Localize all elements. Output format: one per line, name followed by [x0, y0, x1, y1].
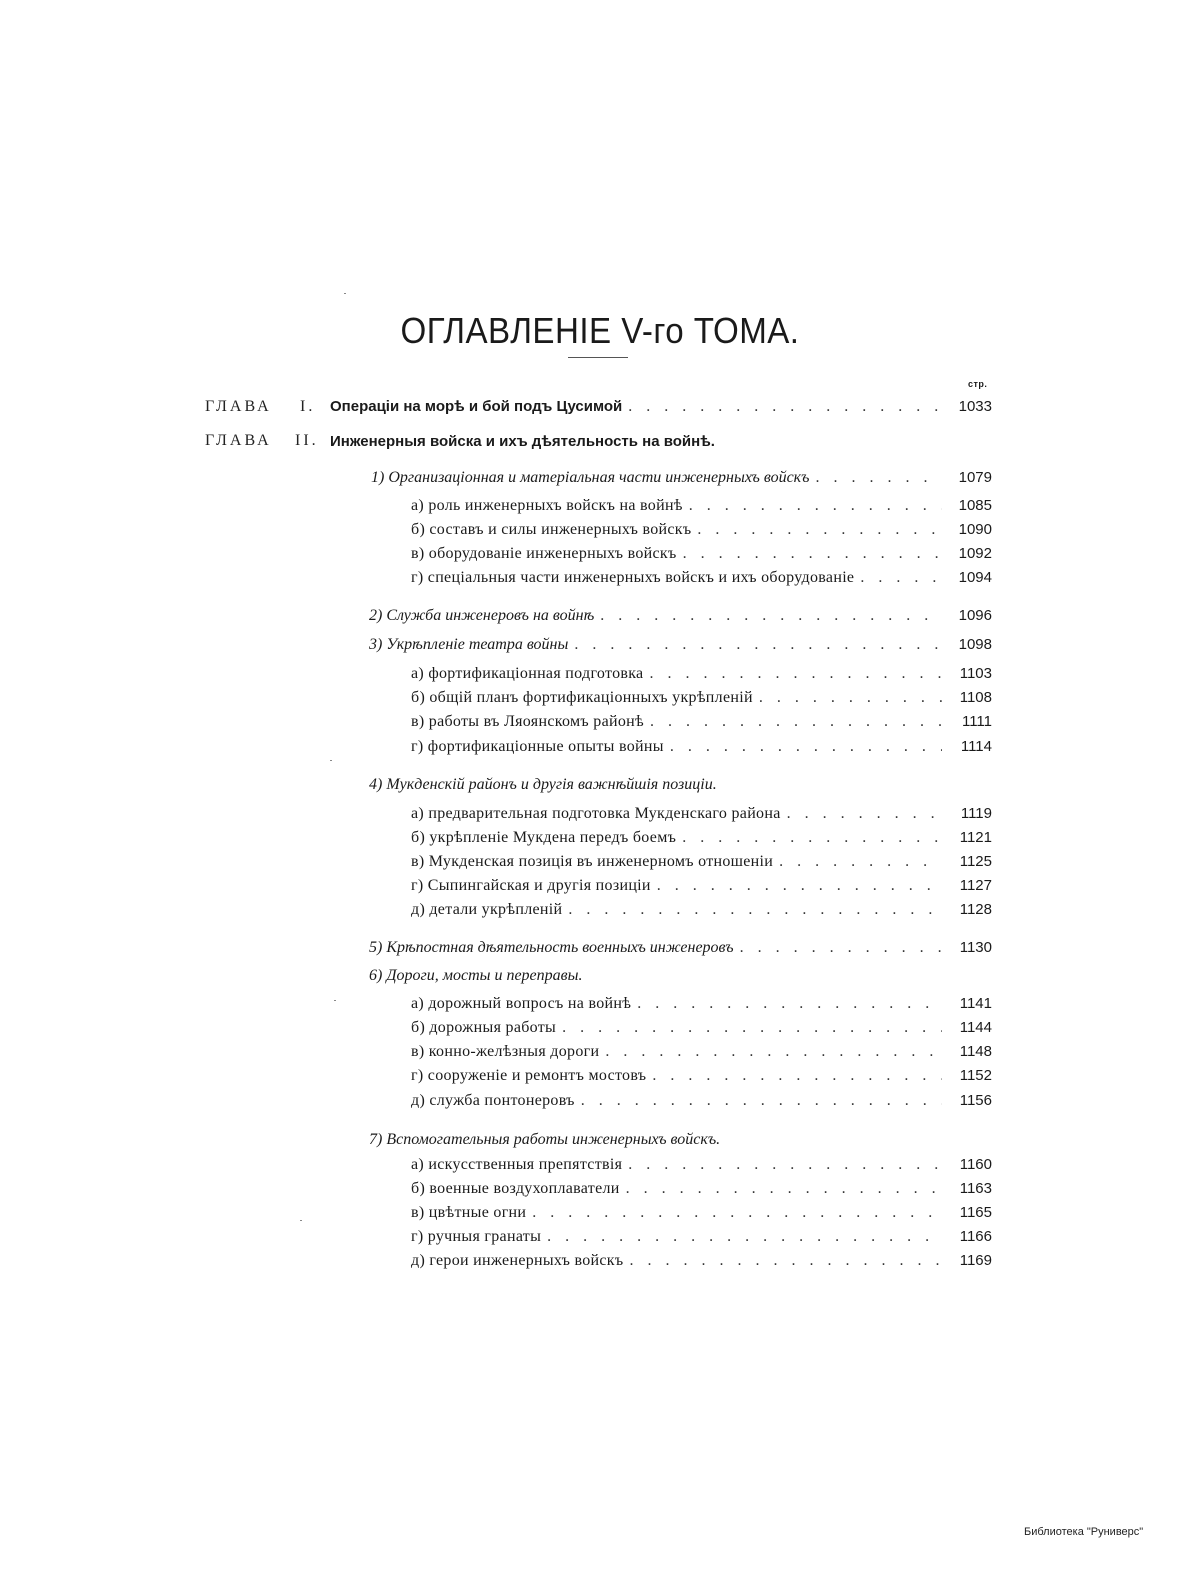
page-number: 1098	[958, 636, 992, 653]
dot-leader	[600, 607, 942, 625]
toc-section-label: 7) Вспомогательныя работы инженерныхъ войскъ.	[369, 1131, 721, 1148]
page-number: 1094	[958, 569, 992, 586]
toc-section[interactable]	[369, 1131, 992, 1153]
toc-entry-chapter-1[interactable]	[330, 398, 992, 420]
toc-subsection[interactable]	[411, 689, 992, 711]
toc-subsection-label: а) фортификацiонная подготовка	[411, 665, 644, 682]
toc-subsection-label: в) работы въ Ляоянскомъ районѣ	[411, 713, 644, 730]
toc-subsection[interactable]	[411, 1067, 992, 1089]
page-number: 1144	[959, 1019, 992, 1036]
page-number: 1111	[961, 713, 992, 730]
toc-subsection-label: г) фортификацiонные опыты войны	[411, 738, 664, 755]
library-stamp: Библиотека "Руниверс"	[1024, 1526, 1144, 1538]
page-number: 1103	[959, 665, 992, 682]
toc-subsection-label: б) укрѣпленiе Мукдена передъ боемъ	[411, 829, 677, 846]
dot-leader	[628, 398, 942, 416]
toc-section-label: 6) Дороги, мосты и переправы.	[369, 967, 583, 984]
toc-subsection[interactable]	[411, 1180, 992, 1202]
toc-subsection[interactable]	[411, 1204, 992, 1226]
toc-section[interactable]	[369, 776, 992, 798]
page-column-label: стр.	[968, 379, 988, 389]
dot-leader	[860, 569, 942, 587]
dot-leader	[626, 1180, 942, 1198]
toc-subsection-label: г) Сыпингайская и другiя позицiи	[411, 877, 651, 894]
page-number: 1160	[959, 1156, 992, 1173]
dot-leader	[649, 665, 942, 683]
dot-leader	[547, 1228, 942, 1246]
page-number: 1079	[958, 469, 992, 486]
toc-subsection-label: в) конно-желѣзныя дороги	[411, 1043, 600, 1060]
dot-leader	[779, 853, 942, 871]
toc-subsection[interactable]	[411, 1252, 992, 1274]
dot-leader	[740, 939, 942, 957]
page-number: 1092	[958, 545, 992, 562]
page-number: 1108	[959, 689, 992, 706]
toc-subsection-label: г) сооруженiе и ремонтъ мостовъ	[411, 1067, 647, 1084]
toc-section-label: 4) Мукденскiй районъ и другiя важнѣйшiя позицiи.	[369, 776, 717, 793]
toc-section[interactable]	[369, 939, 992, 961]
toc-subsection[interactable]	[411, 738, 992, 760]
page-number: 1121	[959, 829, 992, 846]
toc-subsection-label: д) детали укрѣпленiй	[411, 901, 563, 918]
toc-section[interactable]	[369, 607, 992, 629]
dot-leader	[650, 713, 942, 731]
toc-subsection[interactable]	[411, 665, 992, 687]
scan-speck	[300, 1220, 302, 1221]
toc-subsection[interactable]	[411, 901, 992, 923]
dot-leader	[815, 469, 942, 487]
page-number: 1152	[959, 1067, 992, 1084]
toc-subsection-label: б) дорожныя работы	[411, 1019, 557, 1036]
toc-subsection[interactable]	[411, 877, 992, 899]
toc-section-label: 3) Укрѣпленiе театра войны	[369, 636, 569, 653]
page-number: 1165	[959, 1204, 992, 1221]
dot-leader	[697, 521, 942, 539]
title-divider	[568, 357, 628, 358]
toc-subsection[interactable]	[411, 805, 992, 827]
page-number: 1096	[958, 607, 992, 624]
page-number: 1148	[959, 1043, 992, 1060]
toc-subsection-label: а) искусственныя препятствiя	[411, 1156, 623, 1173]
toc-subsection[interactable]	[411, 1092, 992, 1114]
toc-subsection[interactable]	[411, 713, 992, 735]
toc-section-label: 2) Служба инженеровъ на войнѣ	[369, 607, 595, 624]
chapter-2-number: II.	[295, 432, 319, 449]
dot-leader	[689, 497, 942, 515]
chapter-1-word: ГЛАВА	[205, 398, 272, 415]
toc-subsection[interactable]	[411, 521, 992, 543]
toc-chapter-title: Операцiи на морѣ и бой подъ Цусимой	[330, 398, 623, 415]
chapter-1-number: I.	[300, 398, 316, 415]
scan-speck	[344, 293, 346, 294]
page-number: 1163	[959, 1180, 992, 1197]
toc-subsection-label: б) военные воздухоплаватели	[411, 1180, 620, 1197]
toc-subsection[interactable]	[411, 569, 992, 591]
toc-subsection[interactable]	[411, 545, 992, 567]
dot-leader	[574, 636, 942, 654]
page-number: 1130	[959, 939, 992, 956]
dot-leader	[581, 1092, 942, 1110]
toc-subsection[interactable]	[411, 829, 992, 851]
dot-leader	[670, 738, 942, 756]
dot-leader	[562, 1019, 942, 1037]
dot-leader	[787, 805, 942, 823]
toc-subsection[interactable]	[411, 1019, 992, 1041]
toc-subsection-label: д) герои инженерныхъ войскъ	[411, 1252, 624, 1269]
scan-speck	[330, 760, 332, 761]
dot-leader	[532, 1204, 942, 1222]
toc-subsection-label: в) оборудованiе инженерныхъ войскъ	[411, 545, 677, 562]
dot-leader	[568, 901, 942, 919]
page-title: ОГЛАВЛЕНIЕ V-го ТОМА.	[400, 310, 800, 352]
toc-section[interactable]	[369, 967, 992, 989]
toc-subsection[interactable]	[411, 1043, 992, 1065]
dot-leader	[628, 1156, 942, 1174]
chapter-2-word: ГЛАВА	[205, 432, 272, 449]
toc-subsection-label: б) составъ и силы инженерныхъ войскъ	[411, 521, 692, 538]
toc-subsection-label: в) Мукденская позицiя въ инженерномъ отношенiи	[411, 853, 774, 870]
dot-leader	[682, 829, 942, 847]
toc-subsection[interactable]	[411, 1228, 992, 1250]
page-number: 1128	[959, 901, 992, 918]
scan-speck	[334, 1000, 336, 1001]
toc-subsection[interactable]	[411, 995, 992, 1017]
dot-leader	[657, 877, 942, 895]
toc-subsection[interactable]	[411, 853, 992, 875]
toc-subsection[interactable]	[411, 1156, 992, 1178]
toc-subsection-label: в) цвѣтные огни	[411, 1204, 527, 1221]
page-number: 1127	[959, 877, 992, 894]
toc-subsection-label: д) служба понтонеровъ	[411, 1092, 575, 1109]
page-number: 1114	[960, 738, 992, 755]
toc-subsection-label: г) спецiальныя части инженерныхъ войскъ и ихъ оборудованiе	[411, 569, 855, 586]
toc-section-label: 5) Крѣпостная дѣятельность военныхъ инженеровъ	[369, 939, 734, 956]
page-number: 1141	[959, 995, 992, 1012]
toc-subsection-label: а) роль инженерныхъ войскъ на войнѣ	[411, 497, 683, 514]
dot-leader	[605, 1043, 942, 1061]
toc-section-label: 1) Организацiонная и матерiальная части инженерныхъ войскъ	[371, 469, 810, 486]
toc-subsection-label: г) ручныя гранаты	[411, 1228, 542, 1245]
page-number: 1090	[958, 521, 992, 538]
toc-subsection-label: а) предварительная подготовка Мукденскаго района	[411, 805, 781, 822]
dot-leader	[637, 995, 942, 1013]
dot-leader	[652, 1067, 942, 1085]
page-number: 1125	[959, 853, 992, 870]
toc-subsection-label: а) дорожный вопросъ на войнѣ	[411, 995, 632, 1012]
dot-leader	[629, 1252, 942, 1270]
page-number: 1085	[958, 497, 992, 514]
page-number: 1156	[959, 1092, 992, 1109]
toc-subsection-label: б) общiй планъ фортификацiонныхъ укрѣпленiй	[411, 689, 753, 706]
toc-section[interactable]	[369, 636, 992, 658]
page-number: 1166	[959, 1228, 992, 1245]
dot-leader	[759, 689, 942, 707]
toc-section[interactable]	[371, 469, 992, 491]
page-number: 1169	[959, 1252, 992, 1269]
toc-chapter-title[interactable]: Инженерныя войска и ихъ дѣятельность на войнѣ.	[330, 433, 715, 450]
toc-subsection[interactable]	[411, 497, 992, 519]
dot-leader	[683, 545, 942, 563]
page-number: 1033	[958, 398, 992, 415]
page-number: 1119	[960, 805, 992, 822]
